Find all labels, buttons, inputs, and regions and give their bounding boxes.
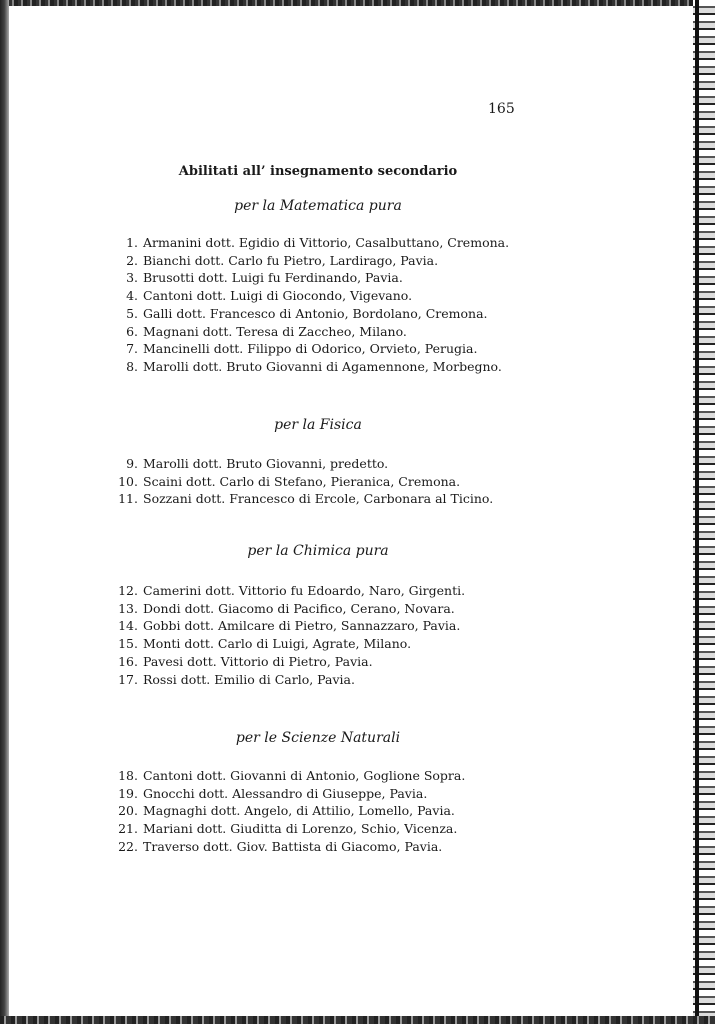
scan-edge-top (0, 0, 715, 6)
item-text: Gnocchi dott. Alessandro di Giuseppe, Pavia. (143, 785, 428, 801)
item-number: 13. (118, 600, 138, 616)
item-number: 16. (118, 653, 138, 669)
item-text: Dondi dott. Giacomo di Pacifico, Cerano, Novara. (143, 600, 455, 616)
item-number: 20. (118, 803, 138, 819)
item-number: 2. (126, 252, 138, 268)
item-number: 15. (118, 636, 138, 652)
item-number: 5. (126, 305, 138, 321)
scan-edge-bottom (0, 1016, 715, 1024)
list-chimica (100, 582, 465, 688)
page-number: 165 (488, 101, 515, 117)
list-item (100, 671, 465, 689)
list-item (100, 252, 509, 270)
item-number: 18. (118, 768, 138, 783)
item-text: Marolli dott. Bruto Giovanni di Agamennone, Morbegno. (143, 358, 502, 374)
section-heading-chimica: per la Chimica pura (247, 543, 389, 559)
item-text: Pavesi dott. Vittorio di Pietro, Pavia. (143, 653, 373, 669)
list-item (100, 635, 465, 653)
list-item (100, 358, 509, 376)
list-item (100, 617, 465, 635)
item-number: 19. (118, 785, 138, 801)
list-item (100, 820, 465, 838)
item-text: Camerini dott. Vittorio fu Edoardo, Naro, Girgenti. (143, 583, 466, 598)
list-item (100, 455, 493, 473)
item-number: 22. (118, 838, 138, 854)
item-number: 10. (118, 473, 138, 489)
item-number: 6. (126, 323, 138, 339)
item-text: Monti dott. Carlo di Luigi, Agrate, Milano. (143, 636, 412, 652)
list-item (100, 340, 509, 358)
list-item (100, 653, 465, 671)
list-item (100, 234, 509, 252)
list-item (100, 490, 493, 508)
list-fisica (100, 455, 493, 508)
item-text: Cantoni dott. Luigi di Giocondo, Vigevano. (143, 288, 413, 304)
item-number: 4. (126, 288, 138, 304)
list-item (100, 838, 465, 856)
item-text: Brusotti dott. Luigi fu Ferdinando, Pavia. (143, 270, 403, 286)
item-number: 7. (126, 341, 138, 357)
item-text: Mariani dott. Giuditta di Lorenzo, Schio, Vicenza. (143, 821, 458, 837)
item-text: Sozzani dott. Francesco di Ercole, Carbonara al Ticino. (143, 491, 494, 507)
list-item (100, 287, 509, 305)
list-item (100, 582, 465, 600)
section-heading-matematica: per la Matematica pura (234, 198, 402, 214)
item-text: Marolli dott. Bruto Giovanni, predetto. (143, 456, 389, 471)
scan-edge-right-line (695, 0, 699, 1024)
item-number: 12. (118, 583, 138, 598)
item-text: Bianchi dott. Carlo fu Pietro, Lardirago, Pavia. (143, 252, 439, 268)
section-heading-fisica: per la Fisica (274, 417, 362, 433)
item-text: Armanini dott. Egidio di Vittorio, Casalbuttano, Cremona. (143, 235, 510, 250)
item-number: 17. (118, 671, 138, 687)
item-number: 9. (126, 456, 138, 471)
list-scienze-naturali (100, 767, 465, 856)
item-text: Traverso dott. Giov. Battista di Giacomo, Pavia. (143, 838, 443, 854)
page-title: Abilitati all’ insegnamento secondario (178, 164, 458, 179)
scan-edge-left (0, 0, 9, 1024)
list-item (100, 323, 509, 341)
list-item (100, 785, 465, 803)
item-number: 3. (126, 270, 138, 286)
item-text: Gobbi dott. Amilcare di Pietro, Sannazzaro, Pavia. (143, 618, 461, 634)
list-item (100, 802, 465, 820)
list-item (100, 473, 493, 491)
list-item (100, 269, 509, 287)
item-text: Magnani dott. Teresa di Zaccheo, Milano. (143, 323, 407, 339)
item-number: 21. (118, 821, 138, 837)
item-text: Cantoni dott. Giovanni di Antonio, Goglione Sopra. (143, 768, 466, 783)
item-text: Rossi dott. Emilio di Carlo, Pavia. (143, 671, 355, 687)
item-text: Galli dott. Francesco di Antonio, Bordolano, Cremona. (143, 305, 488, 321)
item-text: Magnaghi dott. Angelo, di Attilio, Lomello, Pavia. (143, 803, 455, 819)
list-item (100, 600, 465, 618)
list-matematica (100, 234, 509, 376)
section-heading-scienze-naturali: per le Scienze Naturali (235, 730, 401, 746)
item-number: 11. (118, 491, 138, 507)
item-number: 1. (126, 235, 138, 250)
item-text: Mancinelli dott. Filippo di Odorico, Orvieto, Perugia. (143, 341, 478, 357)
item-number: 8. (126, 358, 138, 374)
list-item (100, 767, 465, 785)
item-text: Scaini dott. Carlo di Stefano, Pieranica, Cremona. (143, 473, 461, 489)
list-item (100, 305, 509, 323)
item-number: 14. (118, 618, 138, 634)
